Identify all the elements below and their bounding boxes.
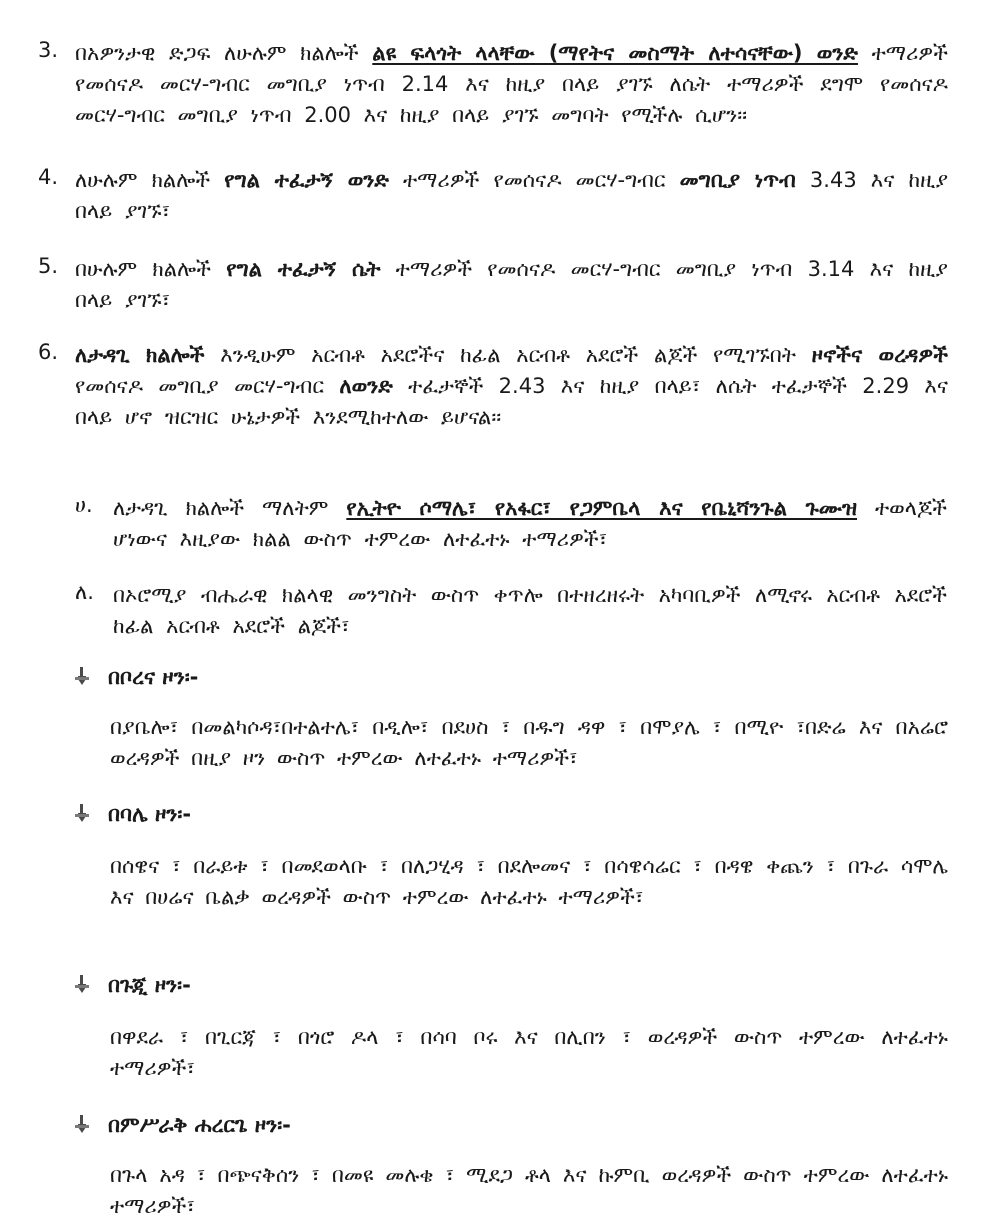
zone-heading-borena bbox=[72, 662, 198, 692]
text-run: ለሁሉም ክልሎች bbox=[75, 168, 225, 192]
zone-body-guji: በዋደራ ፣ በጊርጃ ፣ በጎሮ ዶላ ፣ በሳባ ቦሩ እና በሊበን ፣ ወረዳዎች ውስጥ ተምረው ለተፈተኑ ተማሪዎች፣ bbox=[110, 1025, 948, 1080]
text-run-bold-underlined: ልዩ ፍላጎት ላላቸው (ማየትና መስማት ለተሳናቸው) ወንድ bbox=[372, 41, 858, 65]
text-run: ተማሪዎች የመሰናዶ መርሃ-ግብር መግቢያ ነጥብ 2.14 እና ከዚያ በላይ ያገኙ ለሴት ተማሪዎች ደግሞ የመሰናዶ መርሃ-ግብር መግቢያ ነጥብ 2.00 እና ከዚያ በላይ ያገኙ መግባት የሚችሉ ሲሆን፡፡ bbox=[75, 41, 948, 127]
text-run-bold: የግል ተፈታኝ ወንድ bbox=[224, 168, 389, 192]
text-run-bold: መግቢያ ነጥብ bbox=[679, 168, 796, 192]
list-item-number: 5. bbox=[38, 254, 59, 278]
hand-pointing-down-icon bbox=[72, 664, 98, 694]
text-run: በኦሮሚያ ብሔራዊ ክልላዊ መንግስት ውስጥ ቀጥሎ በተዘረዘሩት አካባቢዎች ለሚኖሩ አርብቶ አደሮች ከፊል አርብቶ አደሮች ልጆች፣ bbox=[113, 583, 947, 638]
list-item-text bbox=[75, 38, 948, 131]
text-run: በሁሉም ክልሎች bbox=[75, 257, 227, 281]
list-item-text bbox=[75, 165, 948, 227]
zone-body-borena: በያቤሎ፣ በመልካሶዳ፣በተልተሌ፣ በዲሎ፣ በደሀስ ፣ በዱግ ዳዋ ፣ በሞያሌ ፣ በሚዮ ፣በድሬ እና በአሬሮ ወረዳዎች በዚያ ዞን ውስጥ ተምረው ለተፈተኑ ተማሪዎች፣ bbox=[110, 715, 948, 770]
list-item-text bbox=[75, 340, 948, 433]
hand-pointing-down-icon bbox=[72, 972, 98, 1002]
zone-heading-bale bbox=[72, 799, 191, 829]
sub-item-letter: ለ. bbox=[75, 580, 94, 604]
text-run-bold: የግል ተፈታኝ ሴት bbox=[226, 257, 381, 281]
text-run: እንዲሁም አርብቶ አደሮችና ከፊል አርብቶ አደሮች ልጆች የሚገኙበት bbox=[204, 343, 812, 367]
zone-heading-text: በጉጂ ዞን፡- bbox=[108, 973, 191, 997]
list-item-number: 4. bbox=[38, 165, 59, 189]
zone-heading-text: በቦረና ዞን፡- bbox=[108, 665, 199, 689]
text-run: ተወላጆች ሆነውና እዚያው ክልል ውስጥ ተምረው ለተፈተኑ ተማሪዎች፣ bbox=[113, 496, 947, 551]
zone-body-bale: በሰዌና ፣ በራይቱ ፣ በመደወላቡ ፣ በለጋሂዳ ፣ በደሎመና ፣ በሳዌሳሬር ፣ በዳዌ ቀጨን ፣ በጉራ ሳሞሌ እና በሀሬና ቤልቃ ወረዳዎች ውስጥ ተምረው ለተፈተኑ ተማሪዎች፣ bbox=[110, 854, 948, 909]
list-item-number: 6. bbox=[38, 340, 59, 364]
sub-item-letter: ሀ. bbox=[75, 493, 93, 517]
text-run: ተማሪዎች የመሰናዶ መርሃ-ግብር bbox=[388, 168, 680, 192]
zone-body-east-hararghe: በጉላ አዳ ፣ በጭናቅሰን ፣ በመዩ መሉቄ ፣ ሚደጋ ቶላ እና ኩምቢ ወረዳዎች ውስጥ ተምረው ለተፈተኑ ተማሪዎች፣ bbox=[110, 1163, 948, 1218]
list-item-number: 3. bbox=[38, 38, 59, 62]
text-run: የመሰናዶ መግቢያ መርሃ-ግብር bbox=[75, 374, 340, 398]
zone-heading-text: በባሌ ዞን፡- bbox=[108, 802, 192, 826]
text-run: 3.43 እና ከዚያ በላይ ያገኙ፣ bbox=[75, 168, 949, 223]
text-run: ለታዳጊ ክልሎች ማለትም bbox=[113, 496, 347, 520]
text-run-bold: ለታዳጊ ክልሎች bbox=[75, 343, 205, 367]
text-run: ተማሪዎች የመሰናዶ መርሃ-ግብር መግቢያ ነጥብ 3.14 እና ከዚያ በላይ ያገኙ፣ bbox=[75, 257, 948, 312]
zone-heading-guji bbox=[72, 970, 191, 1000]
hand-pointing-down-icon bbox=[72, 1112, 98, 1142]
text-run-bold: ዞኖችና ወረዳዎች bbox=[811, 343, 948, 367]
text-run: ተፈታኞች 2.43 እና ከዚያ በላይ፣ ለሴት ተፈታኞች 2.29 እና በላይ ሆኖ ዝርዝር ሁኔታዎች እንደሚከተለው ይሆናል፡፡ bbox=[75, 374, 948, 429]
text-run: በአዎንታዊ ድጋፍ ለሁሉም ክልሎች bbox=[75, 41, 373, 65]
zone-heading-text: በምሥራቅ ሐረርጌ ዞን፡- bbox=[108, 1113, 291, 1137]
sub-item-text bbox=[113, 580, 947, 642]
hand-pointing-down-icon bbox=[72, 801, 98, 831]
sub-item-text bbox=[113, 493, 947, 555]
list-item-text bbox=[75, 254, 948, 316]
zone-heading-east-hararghe bbox=[72, 1110, 291, 1140]
text-run-bold-underlined: የኢትዮ ሶማሌ፣ የአፋር፣ የጋምቤላ እና የቤኒሻንጉል ጉሙዝ bbox=[346, 496, 858, 520]
text-run-bold: ለወንድ bbox=[339, 374, 393, 398]
